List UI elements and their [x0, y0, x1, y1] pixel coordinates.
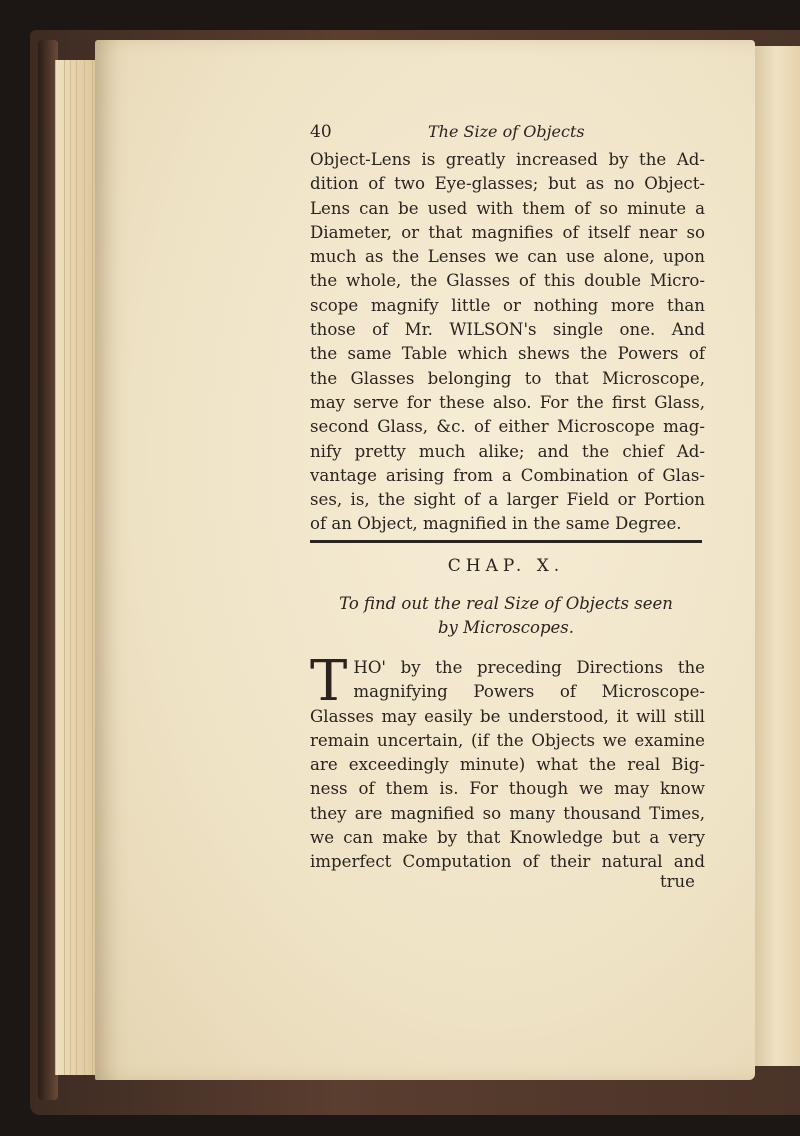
text-line: the same Table which shews the Powers of	[310, 344, 705, 364]
text-line: dition of two Eye-glasses; but as no Object-	[310, 174, 705, 194]
running-title: The Size of Objects	[428, 122, 585, 141]
text-line: of an Object, magnified in the same Degree.	[310, 514, 682, 534]
text-line: vantage arising from a Combination of Glas-	[310, 465, 705, 485]
text-line: scope magnify little or nothing more than	[310, 295, 705, 315]
page-number: 40	[310, 122, 332, 142]
text-line: Lens can be used with them of so minute a	[310, 198, 705, 218]
text-line: those of Mr. WILSON's single one. And	[310, 320, 705, 340]
right-page-edges	[752, 46, 800, 1066]
text-line: ness of them is. For though we may know	[310, 779, 705, 799]
text-line: are exceedingly minute) what the real Big-	[310, 755, 705, 775]
catchword: true	[660, 872, 695, 891]
text-line: the whole, the Glasses of this double Micro-	[310, 271, 705, 291]
chapter-subtitle	[310, 592, 702, 640]
chapter-subtitle-line: To find out the real Size of Objects seen	[339, 594, 673, 613]
text-line: may serve for these also. For the first Glass,	[310, 392, 705, 412]
text-line: magnifying Powers of Microscope-	[353, 682, 705, 702]
body-paragraph	[310, 148, 705, 537]
section-paragraph	[310, 649, 705, 875]
chapter-subtitle-line: by Microscopes.	[437, 618, 575, 637]
section-divider	[310, 540, 702, 543]
text-line: much as the Lenses we can use alone, upon	[310, 247, 705, 267]
text-line: we can make by that Knowledge but a very	[310, 828, 705, 848]
left-page-edges	[55, 60, 96, 1075]
text-line: the Glasses belonging to that Microscope,	[310, 368, 705, 388]
text-line: nify pretty much alike; and the chief Ad-	[310, 441, 705, 461]
text-line: second Glass, &c. of either Microscope mag-	[310, 417, 705, 437]
text-line: ses, is, the sight of a larger Field or Portion	[310, 490, 705, 510]
text-line: HO' by the preceding Directions the	[353, 658, 705, 677]
text-line: Diameter, or that magnifies of itself near so	[310, 222, 705, 242]
text-line: remain uncertain, (if the Objects we examine	[310, 730, 705, 750]
chapter-heading: CHAP. X.	[447, 556, 565, 576]
text-line: Glasses may easily be understood, it will still	[310, 706, 705, 726]
drop-cap: T	[310, 649, 348, 714]
text-line: Object-Lens is greatly increased by the Ad-	[310, 150, 705, 169]
text-line: they are magnified so many thousand Times,	[310, 803, 705, 823]
text-line: imperfect Computation of their natural and	[310, 852, 705, 872]
running-head	[310, 122, 710, 148]
